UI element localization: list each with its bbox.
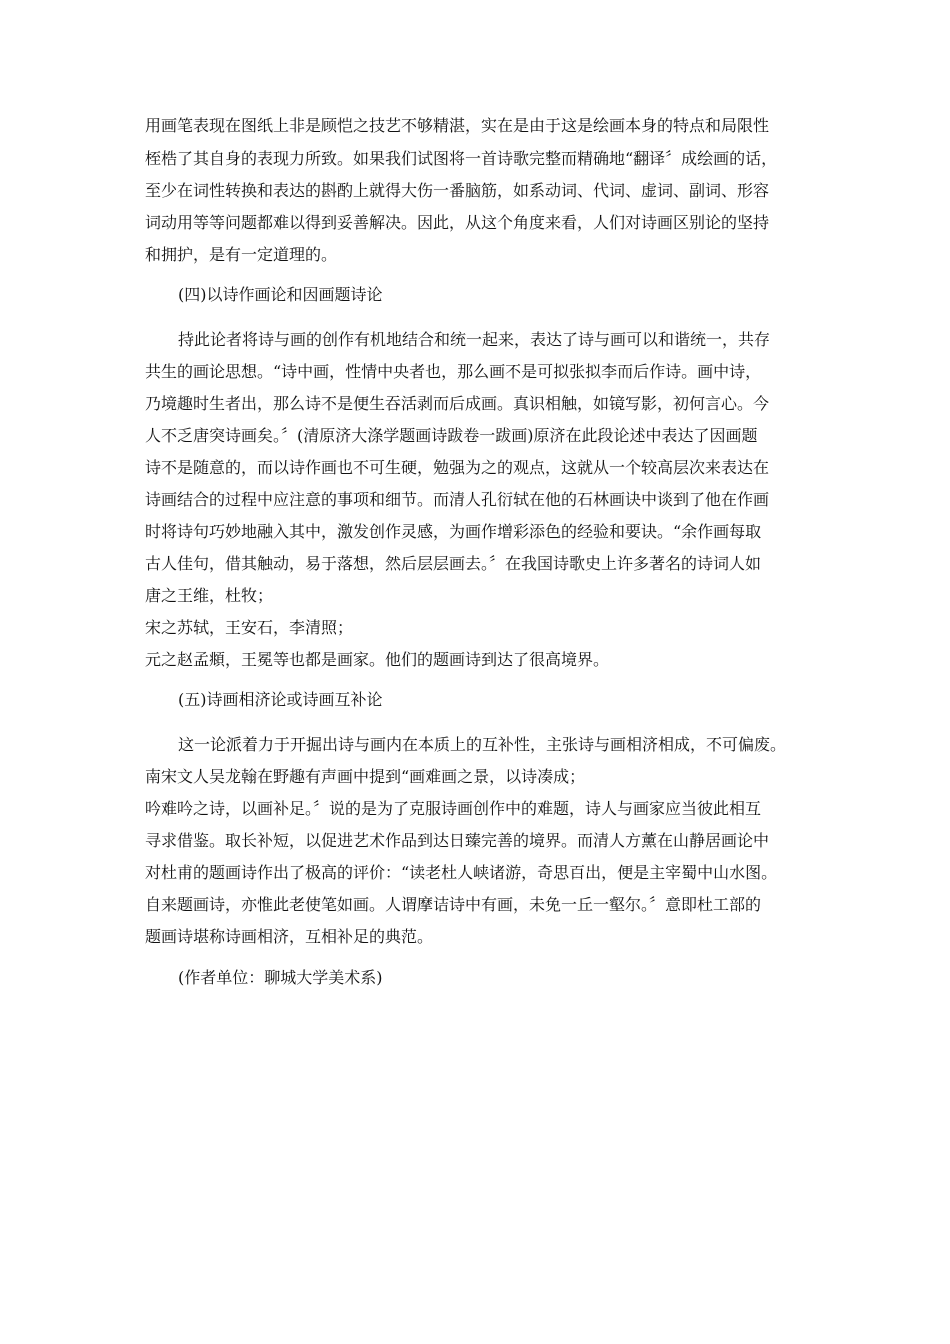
paragraph-line: 唐之王维，杜牧；	[145, 586, 274, 605]
paragraph-line: 元之赵孟頫，王冕等也都是画家。他们的题画诗到达了很高境界。	[145, 650, 610, 669]
paragraph-line: 诗不是随意的，而以诗作画也不可生硬，勉强为之的观点，这就从一个较高层次来表达在	[145, 458, 770, 477]
section-heading-5: (五)诗画相济论或诗画互补论	[178, 690, 383, 709]
paragraph-line: 人不乏唐突诗画矣。〞(清原济大涤学题画诗跋卷一跋画)原济在此段论述中表达了因画题	[145, 426, 758, 445]
paragraph-line: 寻求借鉴。取长补短，以促进艺术作品到达日臻完善的境界。而清人方薰在山静居画论中	[145, 831, 770, 850]
paragraph-line: 这一论派着力于开掘出诗与画内在本质上的互补性，主张诗与画相济相成，不可偏废。	[178, 735, 787, 754]
paragraph-line: 用画笔表现在图纸上非是顾恺之技艺不够精湛，实在是由于这是绘画本身的特点和局限性	[145, 116, 770, 135]
paragraph-line: 共生的画论思想。“诗中画，性情中央者也，那么画不是可拟张拟李而后作诗。画中诗，	[145, 362, 762, 381]
paragraph-line: 宋之苏轼，王安石，李清照；	[145, 618, 354, 637]
paragraph-line: 对杜甫的题画诗作出了极高的评价：“读老杜人峡诸游，奇思百出，便是主宰蜀中山水图。	[145, 863, 778, 882]
paragraph-line: 自来题画诗，亦惟此老使笔如画。人谓摩诘诗中有画，未免一丘一壑尔。〞意即杜工部的	[145, 895, 762, 914]
paragraph-line: 题画诗堪称诗画相济，互相补足的典范。	[145, 927, 434, 946]
paragraph-line: 诗画结合的过程中应注意的事项和细节。而清人孔衍轼在他的石林画诀中谈到了他在作画	[145, 490, 770, 509]
paragraph-line: 古人佳句，借其触动，易于落想，然后层层画去。〞在我国诗歌史上许多著名的诗词人如	[145, 554, 762, 573]
paragraph-line: 时将诗句巧妙地融入其中，激发创作灵感，为画作增彩添色的经验和要诀。“余作画每取	[145, 522, 762, 541]
paragraph-line: 和拥护，是有一定道理的。	[145, 245, 338, 264]
paragraph-line: 乃境趣时生者出，那么诗不是便生吞活剥而后成画。真识相触，如镜写影，初何言心。今	[145, 394, 770, 413]
section-heading-4: (四)以诗作画论和因画题诗论	[178, 285, 383, 304]
paragraph-line: 吟难吟之诗，以画补足。〞说的是为了克服诗画创作中的难题，诗人与画家应当彼此相互	[145, 799, 762, 818]
paragraph-line: 南宋文人吴龙翰在野趣有声画中提到“画难画之景，以诗凑成；	[145, 767, 586, 786]
paragraph-line: 词动用等等问题都难以得到妥善解决。因此，从这个角度来看，人们对诗画区别论的坚持	[145, 213, 770, 232]
paragraph-line: 桎梏了其自身的表现力所致。如果我们试图将一首诗歌完整而精确地“翻译〞成绘画的话，	[145, 149, 778, 168]
paragraph-line: 持此论者将诗与画的创作有机地结合和统一起来，表达了诗与画可以和谐统一，共存	[178, 330, 771, 349]
paragraph-line: 至少在词性转换和表达的斟酌上就得大伤一番脑筋，如系动词、代词、虚词、副词、形容	[145, 181, 770, 200]
author-affiliation: (作者单位：聊城大学美术系)	[178, 968, 383, 987]
